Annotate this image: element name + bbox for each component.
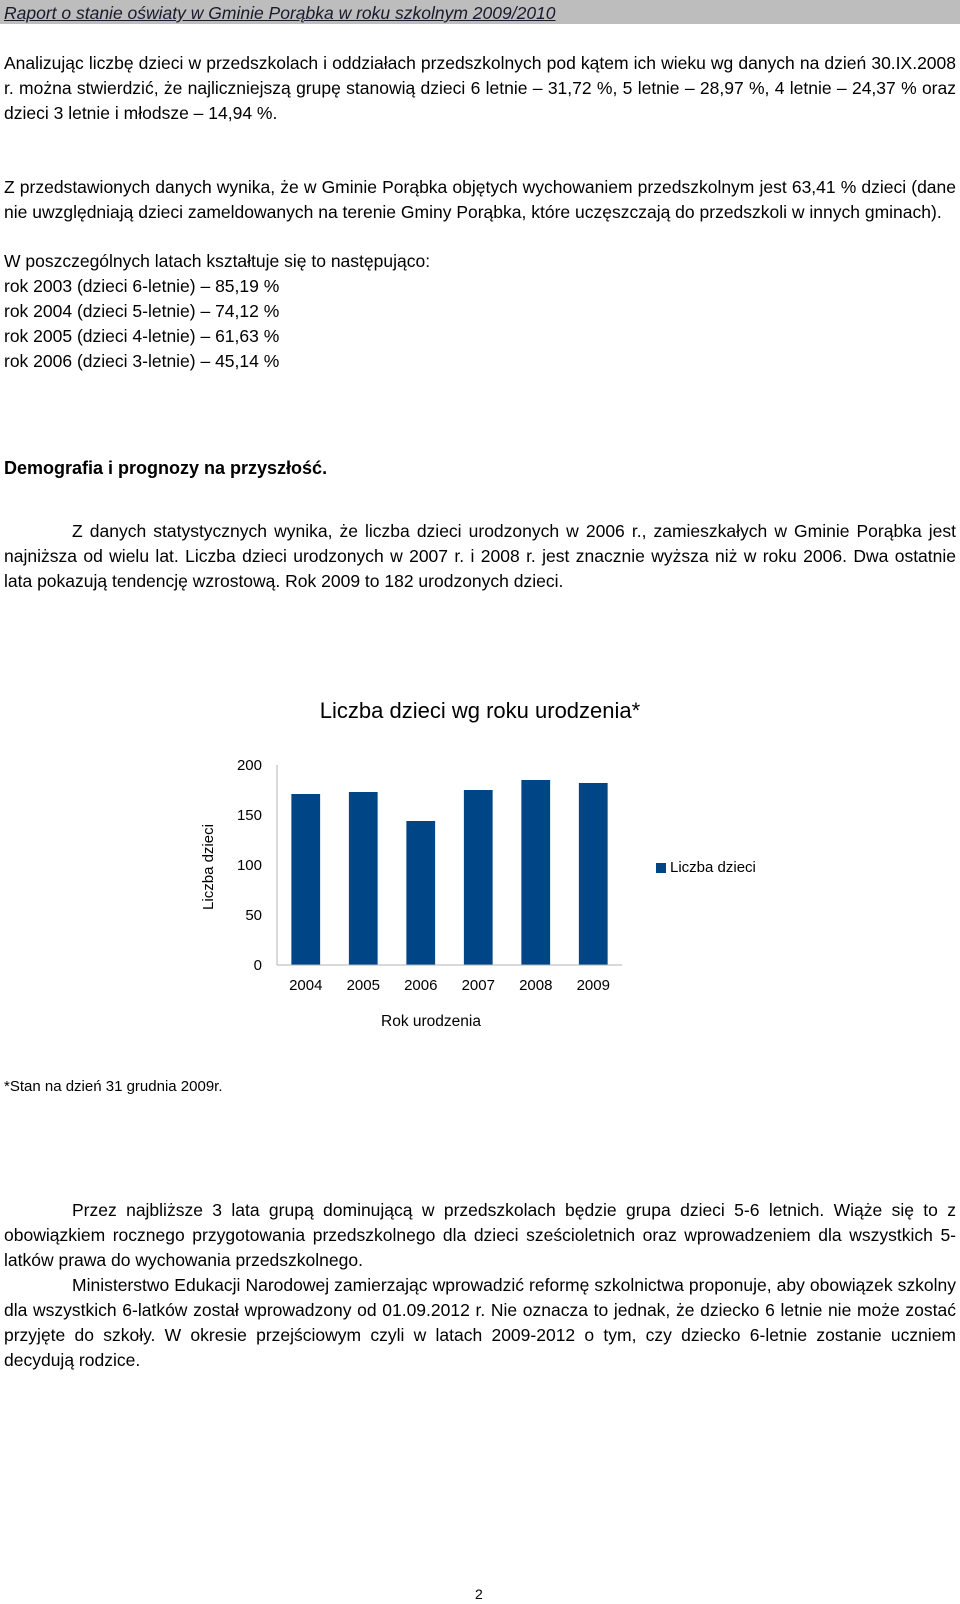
legend-swatch xyxy=(656,863,666,873)
yearly-breakdown-intro: W poszczególnych latach kształtuje się to następująco: xyxy=(4,251,431,271)
year-line: rok 2003 (dzieci 6-letnie) – 85,19 % xyxy=(4,276,280,296)
bar-2005 xyxy=(349,792,378,965)
bar-2007 xyxy=(464,790,493,965)
bar-2006 xyxy=(406,821,435,965)
y-tick-label: 100 xyxy=(236,857,262,874)
year-line: rok 2005 (dzieci 4-letnie) – 61,63 % xyxy=(4,326,280,346)
legend-label: Liczba dzieci xyxy=(670,859,756,876)
year-line: rok 2004 (dzieci 5-letnie) – 74,12 % xyxy=(4,301,280,321)
bar-2009 xyxy=(579,783,608,965)
x-tick-label: 2007 xyxy=(461,977,495,994)
paragraph-demography: Z danych statystycznych wynika, że liczba dzieci urodzonych w 2006 r., zamieszkałych w Gminie Porąbka jest najniższa od wielu lat. Liczba dzieci urodzonych w 2007 r. i 2008 r. jest znacznie wyższa niż w roku 2006. Dwa ostatnie lata pokazują tendencję wzrostową. Rok 2009 to 182 urodzonych dzieci. xyxy=(4,521,956,591)
paragraph-reform: Ministerstwo Edukacji Narodowej zamierzając wprowadzić reformę szkolnictwa proponuje, aby obowiązek szkolny dla wszystkich 6-latków został wprowadzony od 01.09.2012 r. Nie oznacza to jednak, że dziecko 6 letnie nie może zostać przyjęte do szkoły. W okresie przejściowym czyli w latach 2009-2012 o tym, czy dziecko 6-letnie zostanie uczniem decydują rodzice. xyxy=(4,1275,956,1370)
x-tick-label: 2005 xyxy=(346,977,380,994)
y-tick-label: 0 xyxy=(253,957,262,974)
y-axis-label: Liczba dzieci xyxy=(200,824,217,910)
paragraph-coverage: Z przedstawionych danych wynika, że w Gminie Porąbka objętych wychowaniem przedszkolnym jest 63,41 % dzieci (dane nie uwzględniają dzieci zameldowanych na terenie Gminy Porąbka, które uczęszczają do przedszkoli w innych gminach). xyxy=(4,177,956,222)
report-title: Raport o stanie oświaty w Gminie Porąbka w roku szkolnym 2009/2010 xyxy=(4,3,556,23)
y-tick-label: 150 xyxy=(236,807,262,824)
page-number: 2 xyxy=(475,1586,483,1602)
paragraph-dominant-group: Przez najbliższe 3 lata grupą dominującą w przedszkolach będzie grupa dzieci 5-6 letnich. Wiąże się to z obowiązkiem rocznego przygotowania przedszkolnego dla dzieci sześcioletnich oraz wprowadzeniem dla wszystkich 5-latków prawa do wychowania przedszkolnego. xyxy=(4,1200,956,1270)
y-axis-ticks xyxy=(237,757,262,974)
paragraph-age-groups: Analizując liczbę dzieci w przedszkolach i oddziałach przedszkolnych pod kątem ich wieku wg danych na dzień 30.IX.2008 r. można stwierdzić, że najliczniejszą grupę stanowią dzieci 6 letnie – 31,72 %, 5 letnie – 28,97 %, 4 letnie – 24,37 % oraz dzieci 3 letnie i młodsze – 14,94 %. xyxy=(4,53,956,123)
x-tick-label: 2004 xyxy=(289,977,323,994)
year-line: rok 2006 (dzieci 3-letnie) – 45,14 % xyxy=(4,351,280,371)
bars xyxy=(291,780,607,965)
births-bar-chart xyxy=(0,690,960,1060)
y-tick-label: 50 xyxy=(245,907,262,924)
chart-title: Liczba dzieci wg roku urodzenia* xyxy=(319,698,641,723)
bar-2008 xyxy=(521,780,550,965)
x-axis-label: Rok urodzenia xyxy=(381,1013,481,1030)
chart-footnote: *Stan na dzień 31 grudnia 2009r. xyxy=(4,1078,223,1095)
x-axis-ticks xyxy=(289,977,610,994)
y-tick-label: 200 xyxy=(236,757,262,774)
section-heading: Demografia i prognozy na przyszłość. xyxy=(4,458,328,478)
x-tick-label: 2008 xyxy=(519,977,553,994)
x-tick-label: 2006 xyxy=(404,977,438,994)
yearly-breakdown xyxy=(4,249,956,374)
x-tick-label: 2009 xyxy=(576,977,610,994)
page-header xyxy=(0,0,960,24)
bar-2004 xyxy=(291,794,320,965)
